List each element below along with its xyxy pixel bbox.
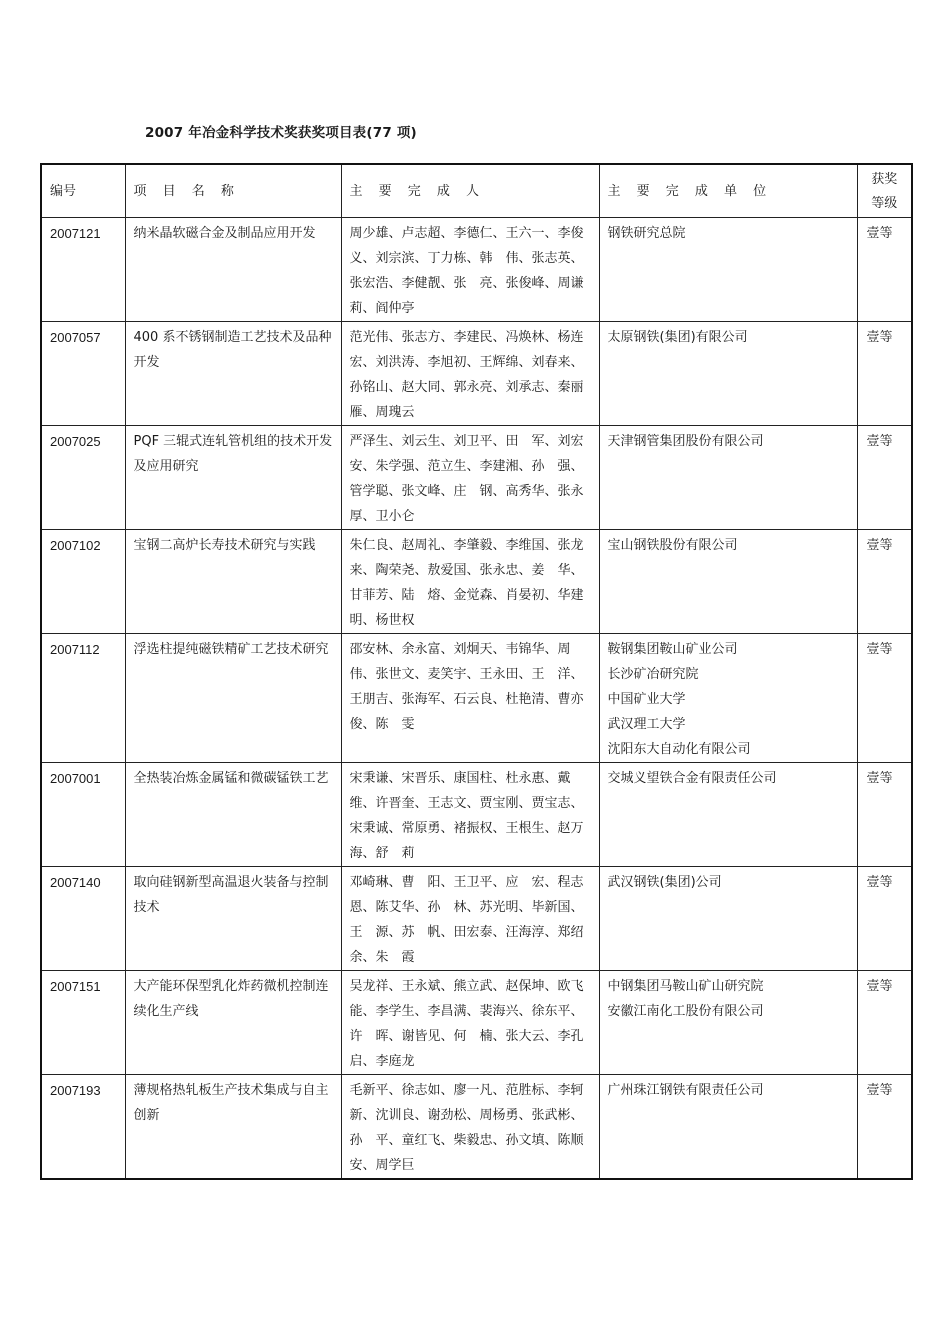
table-row: [41, 634, 912, 763]
unit-name: 天津钢管集团股份有限公司: [607, 434, 764, 449]
table-row: [41, 322, 912, 426]
unit-name: 沈阳东大自动化有限公司: [607, 742, 751, 757]
main-people: 周少雄、卢志超、李德仁、王六一、李俊义、刘宗滨、丁力栋、韩 伟、张志英、张宏浩、李健靓、张 亮、张俊峰、周谦莉、阎仲亭: [341, 218, 599, 322]
project-id: 2007001: [41, 763, 125, 867]
header-award-level: [857, 164, 912, 218]
project-name: 纳米晶软磁合金及制品应用开发: [125, 218, 341, 322]
award-level: 壹等: [857, 426, 912, 530]
unit-name: 鞍钢集团鞍山矿业公司: [607, 642, 738, 657]
award-level: 壹等: [857, 218, 912, 322]
unit-name: 中国矿业大学: [607, 692, 686, 707]
header-main-people: 主 要 完 成 人: [341, 164, 599, 218]
unit-name: 长沙矿冶研究院: [607, 667, 699, 682]
table-row: [41, 971, 912, 1075]
project-id: 2007102: [41, 530, 125, 634]
project-name: PQF 三辊式连轧管机组的技术开发及应用研究: [125, 426, 341, 530]
project-id: 2007057: [41, 322, 125, 426]
main-people: 邵安林、余永富、刘炯天、韦锦华、周伟、张世文、麦笑宇、王永田、王 洋、王朋吉、张海军、石云良、杜艳清、曹亦俊、陈 雯: [341, 634, 599, 763]
unit-name: 广州珠江钢铁有限责任公司: [607, 1083, 764, 1098]
project-name: 浮选柱提纯磁铁精矿工艺技术研究: [125, 634, 341, 763]
main-units: [599, 1075, 857, 1180]
project-name: 400 系不锈钢制造工艺技术及品种开发: [125, 322, 341, 426]
main-units: [599, 634, 857, 763]
project-name: 宝钢二高炉长寿技术研究与实践: [125, 530, 341, 634]
main-people: 严泽生、刘云生、刘卫平、田 军、刘宏安、朱学强、范立生、李建湘、孙 强、管学聪、张文峰、庄 钢、高秀华、张永厚、卫小仑: [341, 426, 599, 530]
project-id: 2007140: [41, 867, 125, 971]
table-row: [41, 867, 912, 971]
unit-name: 武汉钢铁(集团)公司: [607, 875, 722, 890]
main-people: 吴龙祥、王永斌、熊立武、赵保坤、欧飞能、李学生、李昌满、裴海兴、徐东平、许 晖、谢皆见、何 楠、张大云、李孔启、李庭龙: [341, 971, 599, 1075]
main-units: [599, 426, 857, 530]
header-award-level-line2: 等级: [871, 196, 898, 211]
project-id: 2007193: [41, 1075, 125, 1180]
main-people: 范光伟、张志方、李建民、冯焕林、杨连宏、刘洪涛、李旭初、王辉绵、刘春来、孙铭山、赵大同、郭永亮、刘承志、秦丽雁、周瑰云: [341, 322, 599, 426]
project-id: 2007112: [41, 634, 125, 763]
project-name: 大产能环保型乳化炸药微机控制连续化生产线: [125, 971, 341, 1075]
unit-name: 钢铁研究总院: [607, 226, 686, 241]
award-level: 壹等: [857, 763, 912, 867]
unit-name: 中钢集团马鞍山矿山研究院: [607, 979, 764, 994]
main-units: [599, 530, 857, 634]
main-units: [599, 322, 857, 426]
table-row: [41, 530, 912, 634]
main-units: [599, 218, 857, 322]
main-people: 邓崎琳、曹 阳、王卫平、应 宏、程志恩、陈艾华、孙 林、苏光明、毕新国、王 源、苏 帆、田宏泰、汪海淳、郑绍余、朱 霞: [341, 867, 599, 971]
main-people: 朱仁良、赵周礼、李肇毅、李维国、张龙来、陶荣尧、敖爱国、张永忠、姜 华、甘菲芳、陆 熔、金觉森、肖晏初、华建明、杨世权: [341, 530, 599, 634]
award-level: 壹等: [857, 867, 912, 971]
main-units: [599, 867, 857, 971]
header-main-units: 主 要 完 成 单 位: [599, 164, 857, 218]
main-people: 宋秉谦、宋晋乐、康国柱、杜永惠、戴维、许晋奎、王志文、贾宝刚、贾宝志、宋秉诚、常原勇、褚振权、王根生、赵万海、舒 莉: [341, 763, 599, 867]
table-row: [41, 763, 912, 867]
table-header-row: [41, 164, 912, 218]
project-name: 全热装冶炼金属锰和微碳锰铁工艺: [125, 763, 341, 867]
header-id: 编号: [41, 164, 125, 218]
project-id: 2007151: [41, 971, 125, 1075]
award-level: 壹等: [857, 1075, 912, 1180]
award-level: 壹等: [857, 634, 912, 763]
table-row: [41, 218, 912, 322]
award-level: 壹等: [857, 971, 912, 1075]
table-row: [41, 426, 912, 530]
main-units: [599, 763, 857, 867]
project-name: 薄规格热轧板生产技术集成与自主创新: [125, 1075, 341, 1180]
main-units: [599, 971, 857, 1075]
project-name: 取向硅钢新型高温退火装备与控制技术: [125, 867, 341, 971]
table-row: [41, 1075, 912, 1180]
unit-name: 太原钢铁(集团)有限公司: [607, 330, 748, 345]
project-id: 2007121: [41, 218, 125, 322]
project-id: 2007025: [41, 426, 125, 530]
unit-name: 武汉理工大学: [607, 717, 686, 732]
award-level: 壹等: [857, 530, 912, 634]
header-award-level-line1: 获奖: [871, 172, 898, 187]
award-level: 壹等: [857, 322, 912, 426]
page-title: 2007 年冶金科学技术奖获奖项目表(77 项): [145, 125, 417, 141]
unit-name: 交城义望铁合金有限责任公司: [607, 771, 777, 786]
main-people: 毛新平、徐志如、廖一凡、范胜标、李轲新、沈训良、谢劲松、周杨勇、张武彬、孙 平、童红飞、柴毅忠、孙文填、陈顺安、周学巨: [341, 1075, 599, 1180]
unit-name: 安徽江南化工股份有限公司: [607, 1004, 764, 1019]
awards-table: [40, 163, 913, 1180]
unit-name: 宝山钢铁股份有限公司: [607, 538, 738, 553]
header-project-name: 项 目 名 称: [125, 164, 341, 218]
